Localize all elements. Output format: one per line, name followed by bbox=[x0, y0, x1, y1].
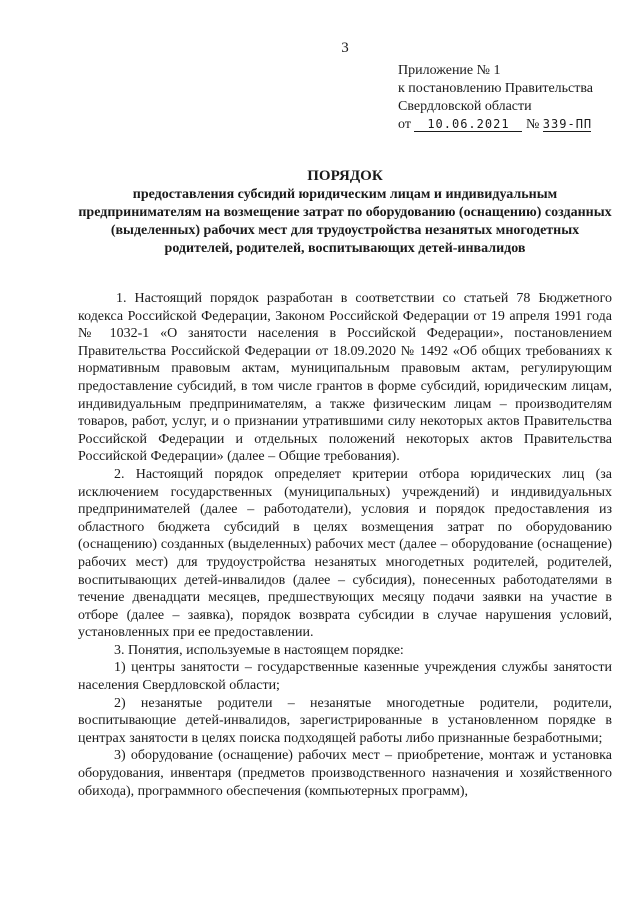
appendix-block bbox=[398, 62, 593, 134]
definition-1: 1) центры занятости – государственные казенные учреждения службы занятости населения Свердловской области; bbox=[78, 660, 612, 694]
appendix-line-1: Приложение № 1 bbox=[398, 63, 501, 78]
appendix-line-3: Свердловской области bbox=[398, 99, 532, 114]
resolution-date: 10.06.2021 bbox=[414, 117, 522, 132]
document-title: ПОРЯДОК bbox=[307, 168, 383, 184]
paragraph-2: 2. Настоящий порядок определяет критерии отбора юридических лиц (за исключением государственных (муниципальных) учреждений) и индивидуальных предпринимателей (далее – работодатели), условия и порядок предоставления из областного бюджета субсидий в целях возмещения затрат по оборудованию (оснащению) созданных (выделенных) рабочих мест (далее – оборудование (оснащение) рабочих мест) для трудоустройства незанятых многодетных родителей, родителей, воспитывающих детей-инвалидов (далее – субсидия), понесенных работодателями в течение двенадцати месяцев, предшествующих месяцу подачи заявки на участие в отборе (далее – заявка), порядок возврата субсидии в случае нарушения условий, установленных при ее предоставлении. bbox=[78, 466, 612, 641]
paragraph-1: 1. Настоящий порядок разработан в соответствии со статьей 78 Бюджетного кодекса Российской Федерации, Законом Российской Федерации от 19 апреля 1991 года № 1032-1 «О занятости населения в Российской Федерации», постановлением Правительства Российской Федерации от 18.09.2020 № 1492 «Об общих требованиях к нормативным правовым актам, муниципальным правовым актам, регулирующим предоставление субсидий, в том числе грантов в форме субсидий, юридическим лицам, индивидуальным предпринимателям, а также физическим лицам – производителям товаров, работ, услуг, и о признании утратившими силу некоторых актов Правительства Российской Федерации и отдельных положений некоторых актов Правительства Российской Федерации» (далее – Общие требования). bbox=[78, 291, 612, 465]
number-label: № bbox=[525, 117, 540, 132]
resolution-number: 339-ПП bbox=[542, 117, 593, 131]
definition-2: 2) незанятые родители – незанятые многодетные родители, родители, воспитывающие детей-инвалидов, зарегистрированные в установленном порядке в центрах занятости в целях поиска подходящей работы либо признанные безработными; bbox=[78, 695, 612, 746]
paragraph-3: 3. Понятия, используемые в настоящем порядке: bbox=[114, 642, 404, 658]
appendix-line-2: к постановлению Правительства bbox=[398, 81, 594, 96]
document-body bbox=[78, 290, 612, 800]
definition-3: 3) оборудование (оснащение) рабочих мест – приобретение, монтаж и установка оборудования, инвентаря (предметов производственного назначения и хозяйственного обихода), программного обеспечения (компьютерных программ), bbox=[78, 748, 612, 799]
document-subtitle: предоставления субсидий юридическим лицам и индивидуальным предпринимателям на возмещение затрат по оборудованию (оснащению) созданных (выделенных) рабочих мест для трудоустройства незанятых многодетных родителей, родителей, воспитывающих детей-инвалидов bbox=[78, 187, 612, 256]
page-number: 3 bbox=[341, 40, 349, 56]
from-label: от bbox=[398, 117, 411, 132]
appendix-date-row bbox=[398, 116, 593, 134]
